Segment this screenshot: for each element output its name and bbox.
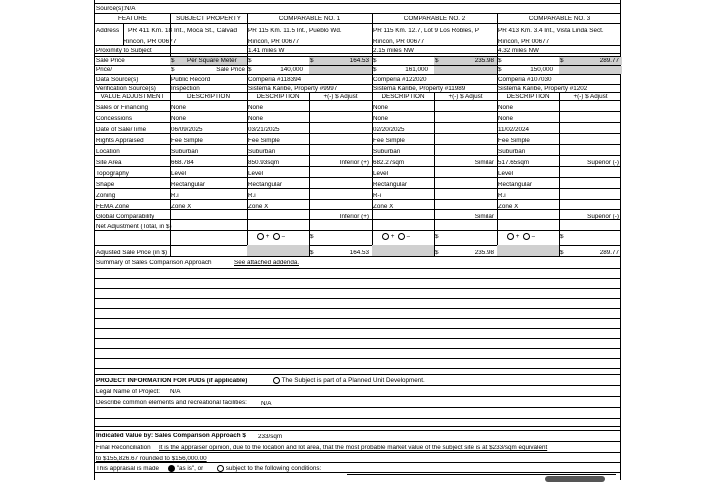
- topography-label: Topography: [96, 171, 129, 177]
- comp1-adj-dollar: $: [310, 250, 314, 256]
- sales-comparison-form: [94, 0, 621, 480]
- comp1-topography-171: Level: [248, 171, 264, 177]
- subject-shape: Rectangular: [171, 182, 205, 188]
- comp3-net-adj-options[interactable]: [507, 233, 535, 240]
- comp2-price-per-unit: 235.98: [474, 58, 494, 64]
- comp1-net-dollar: $: [310, 234, 314, 240]
- comp1-rights-138: Fee Simple: [248, 138, 280, 144]
- comp3-minus-radio[interactable]: [523, 233, 530, 240]
- header-comp1: COMPARABLE NO. 1: [278, 16, 341, 22]
- grid-hline: [95, 348, 620, 349]
- comp1-adjusted-shade: [247, 245, 309, 256]
- common-elements-label: Describe common elements and recreational facilities:: [96, 400, 247, 406]
- grid-hline: [95, 374, 620, 375]
- comp2-location-149: Suburban: [373, 149, 401, 155]
- comp2-description-header: DESCRIPTION: [381, 94, 425, 100]
- comp3-adjusted-shade: [497, 245, 559, 256]
- grid-hline: [95, 338, 620, 339]
- comp1-location-149: Suburban: [248, 149, 276, 155]
- net-adj-label: Net Adjustment (Total, in $): [96, 224, 172, 230]
- comp1-verification: Sistema Karibe, Property #9997: [248, 86, 338, 92]
- comp3-zoning-193: R.i: [498, 193, 506, 199]
- comp2-plus-text: +: [390, 233, 395, 241]
- grid-hline: [95, 74, 620, 75]
- grid-hline: [95, 418, 620, 419]
- subject-sale-price-label: Sale Price: [216, 67, 245, 73]
- comp2-minus-text: –: [406, 233, 411, 241]
- comp1-date-127: 03/21/2025: [248, 127, 280, 133]
- sale-price-label: Sale Price: [96, 58, 125, 64]
- comp3-none-116: None: [498, 116, 514, 122]
- comp3-none-105: None: [498, 105, 514, 111]
- grid-hline: [95, 318, 620, 319]
- comp2-adjusted-price: 235.98: [474, 250, 494, 256]
- comp2-address-1: Rincon, PR 00677: [373, 39, 425, 45]
- comp1-none-116: None: [248, 116, 264, 122]
- pud-title: PROJECT INFORMATION FOR PUDs (if applicable): [96, 378, 248, 384]
- comp3-price: 150,000: [530, 67, 553, 73]
- subject-verification: Inspection: [171, 86, 200, 92]
- comp1-adjusted-price: 164.53: [349, 250, 369, 256]
- grid-hline: [95, 278, 620, 279]
- comp1-minus-radio[interactable]: [273, 233, 280, 240]
- subject-data-source: Public Record: [171, 77, 211, 83]
- global-label: Global Comparability: [96, 214, 155, 220]
- comp2-rights-138: Fee Simple: [373, 138, 405, 144]
- comp1-dollar-c: $: [248, 67, 252, 73]
- summary-value: See attached addenda.: [234, 260, 300, 266]
- comp1-fema-204: Zone X: [248, 204, 269, 210]
- subject-to-text: subject to the following conditions:: [225, 465, 322, 473]
- comp3-adjusted-price: 289.77: [599, 250, 619, 256]
- comp2-site-160: 682.27sqm: [373, 160, 405, 166]
- comp2-global-adjustment: Similar: [474, 214, 494, 220]
- subject-sales-financing: None: [171, 105, 187, 111]
- comp3-price2-shade: [559, 66, 622, 74]
- comp2-minus-radio[interactable]: [398, 233, 405, 240]
- comp2-dollar-b: $: [435, 58, 439, 64]
- grid-hline: [95, 441, 620, 442]
- header-comp2: COMPARABLE NO. 2: [403, 16, 466, 22]
- comp3-global-adjustment: Superior (-): [587, 214, 619, 220]
- comp1-address-0: PR 115 Km. 11.5 Int., Pueblo Wd.: [248, 28, 342, 34]
- subject-date: 06/09/2025: [171, 127, 203, 133]
- subject-address-line2: Rincon, PR 00677: [123, 39, 177, 45]
- common-elements-value: N/A: [261, 401, 272, 407]
- comp2-none-116: None: [373, 116, 389, 122]
- comp1-net-adj-options[interactable]: [257, 233, 285, 240]
- comp3-address-1: Rincon, PR 00677: [498, 39, 550, 45]
- grid-hline: [95, 308, 620, 309]
- comp3-dollar-b: $: [560, 58, 564, 64]
- date-label: Date of Sale/Time: [96, 127, 147, 133]
- subject-rights: Fee Simple: [171, 138, 203, 144]
- proximity-label: Proximity to Subject: [96, 48, 152, 54]
- conditions-underline: [347, 474, 616, 475]
- subject-concessions: None: [171, 116, 187, 122]
- grid-hline: [95, 3, 620, 4]
- comp1-price-per-unit: 164.53: [349, 58, 369, 64]
- as-is-option[interactable]: [168, 465, 203, 472]
- comp1-price: 140,000: [280, 67, 303, 73]
- comp2-price: 161,000: [405, 67, 428, 73]
- comp1-adjust-header: +(-) $ Adjust: [323, 94, 358, 100]
- summary-label: Summary of Sales Comparison Approach: [96, 260, 212, 266]
- grid-vline: [309, 92, 310, 256]
- comp1-shape-182: Rectangular: [248, 182, 282, 188]
- comp3-price-per-unit: 289.77: [599, 58, 619, 64]
- grid-hline: [95, 407, 620, 408]
- comp2-shape-182: Rectangular: [373, 182, 407, 188]
- address-label: Address: [96, 28, 120, 34]
- comp3-proximity: 4.32 miles NW: [498, 48, 539, 54]
- comp3-dollar-c: $: [498, 67, 502, 73]
- comp1-data_source: Comperia #118394: [248, 77, 302, 83]
- grid-hline: [95, 396, 620, 397]
- comp3-verification: Sistema Karibe, Property #1202: [498, 86, 588, 92]
- comp2-dollar-c: $: [373, 67, 377, 73]
- subject-to-option[interactable]: [217, 465, 321, 472]
- comp3-site-160: 517.65sqm: [498, 160, 530, 166]
- comp2-dollar-a: $: [373, 58, 377, 64]
- comp2-net-adj-options[interactable]: [382, 233, 410, 240]
- header-feature: FEATURE: [118, 16, 147, 22]
- grid-hline: [95, 368, 620, 369]
- as-is-radio[interactable]: [168, 465, 175, 472]
- subject-dollar-2: $: [171, 67, 175, 73]
- subject-zoning: R.i: [171, 193, 179, 199]
- comp3-dollar-a: $: [498, 58, 502, 64]
- comp1-site-160: 850.93sqm: [248, 160, 280, 166]
- adjusted-label: Adjusted Sale Price (in $): [96, 250, 168, 256]
- comp2-price2-shade: [434, 66, 497, 74]
- subject-location: Suburban: [171, 149, 199, 155]
- comp1-plus-radio[interactable]: [257, 233, 264, 240]
- subject-dollar-1: $: [171, 58, 175, 64]
- comp1-minus-text: –: [281, 233, 286, 241]
- sales-financing-label: Sales or Financing: [96, 105, 149, 111]
- comp3-location-149: Suburban: [498, 149, 526, 155]
- comp3-plus-radio[interactable]: [507, 233, 514, 240]
- price-per-label: Price/: [96, 67, 113, 73]
- site-label: Site Area: [96, 160, 122, 166]
- grid-hline: [95, 358, 620, 359]
- zoning-label: Zoning: [96, 193, 116, 199]
- comp3-shape-182: Rectangular: [498, 182, 532, 188]
- comp2-site-adjustment: Similar: [474, 160, 494, 166]
- grid-hline: [95, 13, 620, 14]
- comp3-data_source: Comperia #107030: [498, 77, 552, 83]
- comp3-net-dollar: $: [560, 234, 564, 240]
- comp1-global-adjustment: Inferior (+): [339, 214, 369, 220]
- comp1-site-adjustment: Inferior (+): [339, 160, 369, 166]
- comp2-adj-dollar: $: [435, 250, 439, 256]
- pud-option-text: The Subject is part of a Planned Unit Development.: [281, 377, 425, 385]
- reconciliation-line2: to $155,826.67 rounded to $156,000.00: [96, 456, 207, 462]
- comp1-plus-text: +: [265, 233, 270, 241]
- rights-label: Rights Appraised: [96, 138, 144, 144]
- indicated-value: 233/sqm: [258, 434, 283, 440]
- comp3-rights-138: Fee Simple: [498, 138, 530, 144]
- subject-address-line1: PR 411 Km. 18 Int., Moca St., Calvad: [128, 28, 238, 34]
- as-is-text: "as is", or: [176, 465, 204, 473]
- comp1-zoning-193: R.i: [248, 193, 256, 199]
- source-value: N/A: [125, 6, 136, 12]
- comp1-none-105: None: [248, 105, 264, 111]
- scroll-pill[interactable]: [545, 476, 605, 482]
- reconciliation-label: Final Reconciliation: [96, 445, 151, 451]
- grid-hline: [95, 430, 620, 431]
- location-label: Location: [96, 149, 120, 155]
- comp2-data_source: Comperia #122020: [373, 77, 427, 83]
- comp3-description-header: DESCRIPTION: [506, 94, 550, 100]
- comp1-proximity: 1.41 miles W: [248, 48, 285, 54]
- subject-fema: Zone X: [171, 204, 192, 210]
- comp2-address-0: PR 115 Km. 12.7, Lot 9 Los Robles, P: [373, 28, 479, 34]
- comp2-zoning-193: R-i: [373, 193, 382, 199]
- comp2-none-105: None: [373, 105, 389, 111]
- grid-vline: [434, 92, 435, 256]
- subject-topography: Level: [171, 171, 187, 177]
- comp2-verification: Sistema Karibe, Property #11989: [373, 86, 466, 92]
- grid-hline: [95, 452, 620, 453]
- comp3-site-adjustment: Superior (-): [587, 160, 619, 166]
- appraisal-prefix: This appraisal is made: [96, 466, 159, 472]
- subject-to-radio[interactable]: [217, 465, 224, 472]
- source-label: Source(s):: [96, 6, 126, 12]
- grid-hline: [95, 298, 620, 299]
- grid-vline: [170, 13, 171, 256]
- indicated-value-label: Indicated Value by: Sales Comparison Approach $: [96, 433, 246, 439]
- comp1-dollar-a: $: [248, 58, 252, 64]
- comp3-adj-dollar: $: [560, 250, 564, 256]
- fema-label: FEMA Zone: [96, 204, 130, 210]
- data-source-label: Data Source(s): [96, 77, 139, 83]
- comp3-date-127: 11/02/2024: [498, 127, 530, 133]
- comp3-address-0: PR 413 Km. 3.4 Int., Vista Linda Sect.: [498, 28, 604, 34]
- comp2-proximity: 2.15 miles NW: [373, 48, 414, 54]
- comp3-adjust-header: +(-) $ Adjust: [573, 94, 608, 100]
- comp1-dollar-b: $: [310, 58, 314, 64]
- comp2-fema-204: Zone X: [373, 204, 394, 210]
- comp2-date-127: 02/20/2025: [373, 127, 405, 133]
- grid-hline: [95, 84, 620, 85]
- comp1-address-1: Rincon, PR 00677: [248, 39, 300, 45]
- comp1-description-header: DESCRIPTION: [256, 94, 300, 100]
- grid-hline: [95, 328, 620, 329]
- legal-name-label: Legal Name of Project:: [96, 389, 161, 395]
- comp2-adjust-header: +(-) $ Adjust: [448, 94, 483, 100]
- header-comp3: COMPARABLE NO. 3: [528, 16, 591, 22]
- comp3-plus-text: +: [515, 233, 520, 241]
- grid-hline: [95, 288, 620, 289]
- comp1-price2-shade: [309, 66, 372, 74]
- grid-vline: [559, 92, 560, 256]
- pud-radio[interactable]: [273, 377, 280, 384]
- subject-description-header: DESCRIPTION: [186, 94, 231, 100]
- value-adjustment-header: VALUE ADJUSTMENT: [100, 94, 165, 100]
- verification-label: Verification Source(s): [96, 86, 156, 92]
- grid-hline: [95, 230, 620, 231]
- comp2-topography-171: Level: [373, 171, 389, 177]
- reconciliation-line1: It is the appraiser opinion, due to the location and lot area, that the most probable market value of the subject site is at $233/sqm equivalent: [159, 445, 548, 451]
- grid-hline: [95, 268, 620, 269]
- grid-hline: [95, 426, 620, 427]
- comp3-minus-text: –: [531, 233, 536, 241]
- subject-site: 668.784: [171, 160, 194, 166]
- pud-option[interactable]: [273, 377, 425, 384]
- grid-hline: [95, 385, 620, 386]
- legal-name-value: N/A: [170, 389, 181, 395]
- comp3-topography-171: Level: [498, 171, 514, 177]
- grid-hline: [95, 23, 620, 24]
- comp2-net-dollar: $: [435, 234, 439, 240]
- shape-label: Shape: [96, 182, 115, 188]
- per-sqm-label: Per Square Meter: [187, 58, 237, 64]
- comp3-fema-204: Zone X: [498, 204, 519, 210]
- header-subject: SUBJECT PROPERTY: [176, 16, 241, 22]
- comp2-adjusted-shade: [372, 245, 434, 256]
- concessions-label: Concessions: [96, 116, 133, 122]
- comp2-plus-radio[interactable]: [382, 233, 389, 240]
